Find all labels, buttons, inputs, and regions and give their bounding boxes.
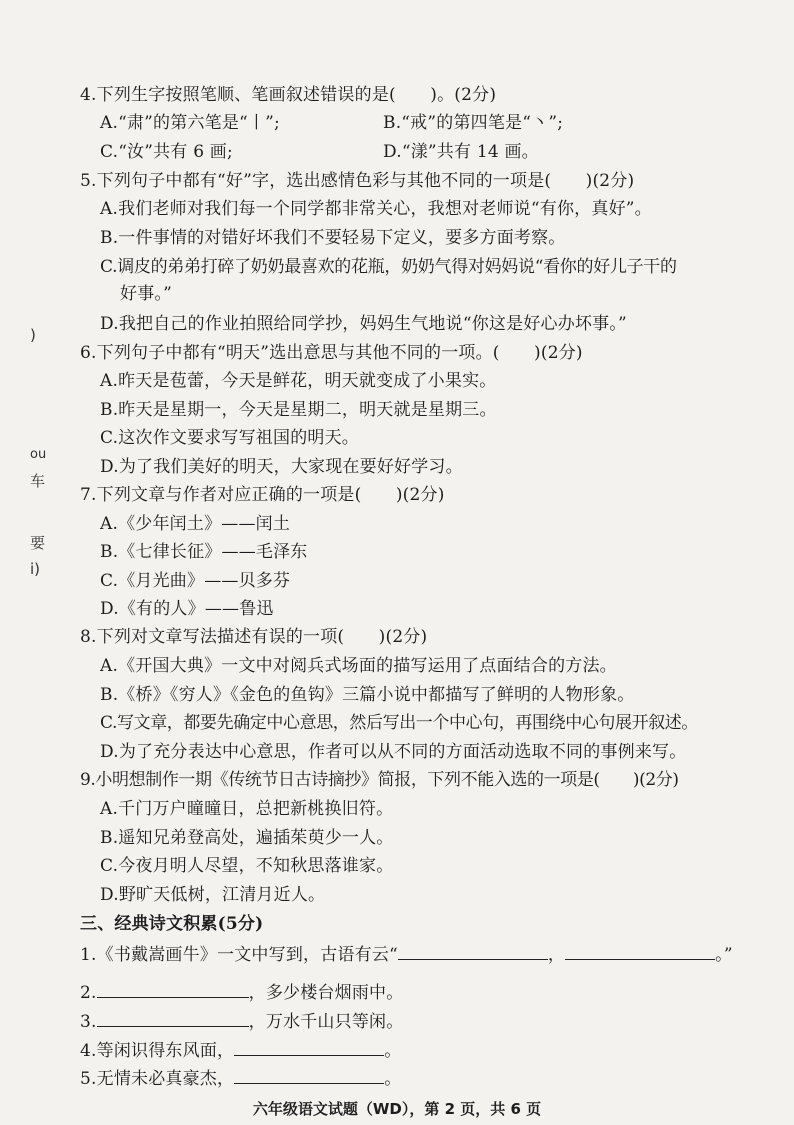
question-8-option-d: D.为了充分表达中心意思，作者可以从不同的方面活动选取不同的事例来写。: [100, 742, 687, 762]
question-8-option-c: C.写文章，都要先确定中心意思，然后写出一个中心句，再围绕中心句展开叙述。: [100, 713, 699, 733]
poem-item-1-end: 。”: [715, 945, 733, 965]
poem-item-2-text: ，多少楼台烟雨中。: [248, 983, 404, 1003]
poem-item-3-prefix: 3.: [80, 1012, 97, 1032]
question-6-option-d: D.为了我们美好的明天，大家现在要好好学习。: [100, 457, 463, 477]
poem-item-1-comma: ，: [547, 945, 566, 965]
answer-blank-1b[interactable]: [565, 942, 715, 960]
question-5-option-d: D.我把自己的作业拍照给同学抄，妈妈生气地说“你这是好心办坏事。”: [100, 314, 627, 334]
question-5-option-b: B.一件事情的对错好坏我们不要轻易下定义，要多方面考察。: [100, 228, 566, 248]
question-5-option-c: C.调皮的弟弟打碎了奶奶最喜欢的花瓶，奶奶气得对妈妈说“看你的好儿子干的: [100, 257, 677, 277]
margin-mark: ): [30, 326, 36, 344]
question-6-option-a: A.昨天是苞蕾，今天是鲜花，明天就变成了小果实。: [100, 371, 497, 391]
question-5-option-c-cont: 好事。”: [120, 284, 172, 304]
question-5-stem: 5.下列句子中都有“好”字，选出感情色彩与其他不同的一项是( )(2分): [80, 171, 635, 191]
page-footer: 六年级语文试题（WD），第 2 页，共 6 页: [252, 1100, 542, 1118]
answer-blank-1a[interactable]: [398, 942, 548, 960]
question-9-option-a: A.千门万户曈曈日，总把新桃换旧符。: [100, 799, 394, 819]
poem-item-5-end: 。: [384, 1069, 402, 1089]
question-9-option-b: B.遥知兄弟登高处，遍插茱萸少一人。: [100, 828, 394, 848]
question-4-option-c: C.“汝”共有 6 画;: [100, 142, 233, 162]
question-8-option-b: B.《桥》《穷人》《金色的鱼钩》三篇小说中都描写了鲜明的人物形象。: [100, 685, 635, 705]
poem-item-5: [80, 1066, 401, 1090]
poem-item-5-text: 5.无情未必真豪杰，: [80, 1069, 235, 1089]
question-6-stem: 6.下列句子中都有“明天”选出意思与其他不同的一项。( )(2分): [80, 343, 583, 363]
poem-item-1-prefix: 1.《书戴嵩画牛》一文中写到，古语有云“: [80, 945, 398, 965]
question-9-stem: 9.小明想制作一期《传统节日古诗摘抄》简报，下列不能入选的一项是( )(2分): [80, 770, 679, 790]
margin-mark: 要: [30, 534, 46, 552]
question-7-option-d: D.《有的人》——鲁迅: [100, 599, 274, 619]
answer-blank-3[interactable]: [97, 1009, 249, 1027]
poem-item-4-text: 4.等闲识得东风面，: [80, 1041, 235, 1061]
question-8-stem: 8.下列对文章写法描述有误的一项( )(2分): [80, 627, 428, 647]
poem-item-2-prefix: 2.: [80, 983, 97, 1003]
answer-blank-5[interactable]: [234, 1066, 384, 1084]
question-7-option-c: C.《月光曲》——贝多芬: [100, 571, 291, 591]
poem-item-4-end: 。: [384, 1041, 402, 1061]
question-4-option-a: A.“肃”的第六笔是“丨”;: [100, 113, 280, 133]
question-9-option-c: C.今夜月明人尽望，不知秋思落谁家。: [100, 856, 394, 876]
question-7-option-a: A.《少年闰土》——闰土: [100, 514, 291, 534]
answer-blank-4[interactable]: [234, 1038, 384, 1056]
answer-blank-2[interactable]: [97, 980, 249, 998]
question-6-option-c: C.这次作文要求写写祖国的明天。: [100, 428, 360, 448]
poem-item-2: [80, 980, 403, 1004]
question-5-option-a: A.我们老师对我们每一个同学都非常关心，我想对老师说“有你，真好”。: [100, 199, 652, 219]
margin-mark: 车: [30, 472, 46, 490]
poem-item-1: [80, 942, 733, 966]
section-3-title: 三、经典诗文积累(5分): [80, 914, 264, 934]
margin-mark: i): [30, 560, 41, 578]
question-4-option-b: B.“戒”的第四笔是“丶”;: [383, 113, 564, 133]
question-4-stem: 4.下列生字按照笔顺、笔画叙述错误的是( )。(2分): [80, 85, 497, 105]
question-6-option-b: B.昨天是星期一，今天是星期二，明天就是星期三。: [100, 400, 497, 420]
question-4-option-d: D.“漾”共有 14 画。: [383, 142, 539, 162]
question-8-option-a: A.《开国大典》一文中对阅兵式场面的描写运用了点面结合的方法。: [100, 656, 617, 676]
poem-item-3-text: ，万水千山只等闲。: [248, 1012, 404, 1032]
poem-item-4: [80, 1038, 401, 1062]
question-9-option-d: D.野旷天低树，江清月近人。: [100, 885, 326, 905]
question-7-stem: 7.下列文章与作者对应正确的一项是( )(2分): [80, 485, 445, 505]
question-7-option-b: B.《七律长征》——毛泽东: [100, 542, 308, 562]
margin-mark: ou: [30, 447, 47, 462]
poem-item-3: [80, 1009, 403, 1033]
